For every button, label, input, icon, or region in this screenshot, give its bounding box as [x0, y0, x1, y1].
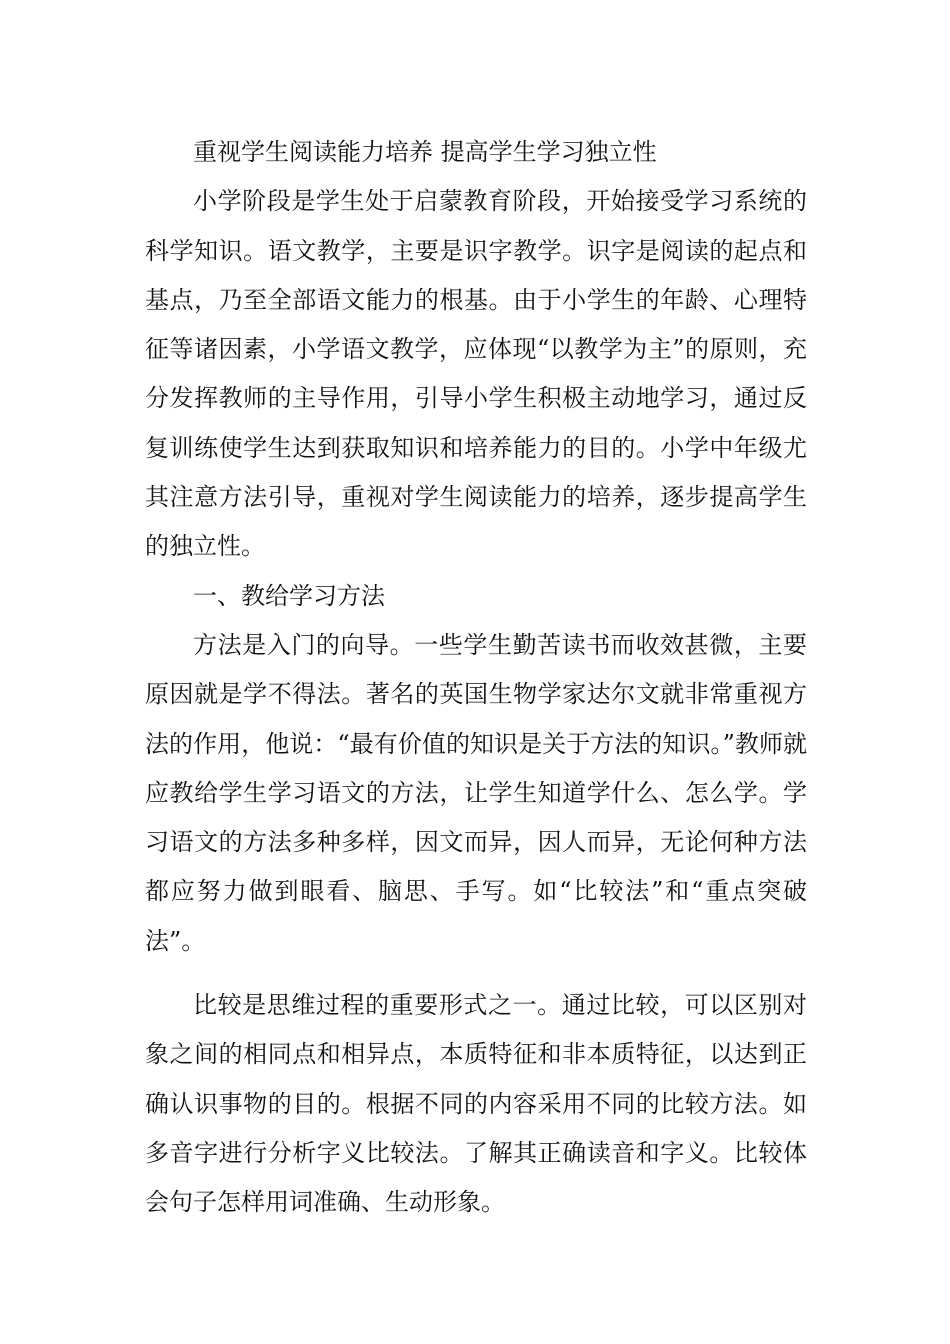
section-heading: 一、教给学习方法 — [193, 581, 385, 610]
document-body — [145, 128, 807, 1228]
paragraph-method: 方法是入门的向导。一些学生勤苦读书而收效甚微，主要原因就是学不得法。著名的英国生物学家达尔文就非常重视方法的作用，他说：“最有价值的知识是关于方法的知识。”教师就应教给学生学习语文的方法，让学生知道学什么、怎么学。学习语文的方法多种多样，因文而异，因人而异，无论何种方法都应努力做到眼看、脑思、手写。如“比较法”和“重点突破法”。 — [145, 630, 807, 955]
document-title: 重视学生阅读能力培养 提高学生学习独立性 — [193, 138, 657, 166]
paragraph-comparison: 比较是思维过程的重要形式之一。通过比较，可以区别对象之间的相同点和相异点，本质特征和非本质特征，以达到正确认识事物的目的。根据不同的内容采用不同的比较方法。如多音字进行分析字义比较法。了解其正确读音和字义。比较体会句子怎样用词准确、生动形象。 — [145, 991, 807, 1217]
paragraph-intro: 小学阶段是学生处于启蒙教育阶段，开始接受学习系统的科学知识。语文教学，主要是识字教学。识字是阅读的起点和基点，乃至全部语文能力的根基。由于小学生的年龄、心理特征等诸因素，小学语文教学，应体现“以教学为主”的原则，充分发挥教师的主导作用，引导小学生积极主动地学习，通过反复训练使学生达到获取知识和培养能力的目的。小学中年级尤其注意方法引导，重视对学生阅读能力的培养，逐步提高学生的独立性。 — [145, 187, 807, 561]
